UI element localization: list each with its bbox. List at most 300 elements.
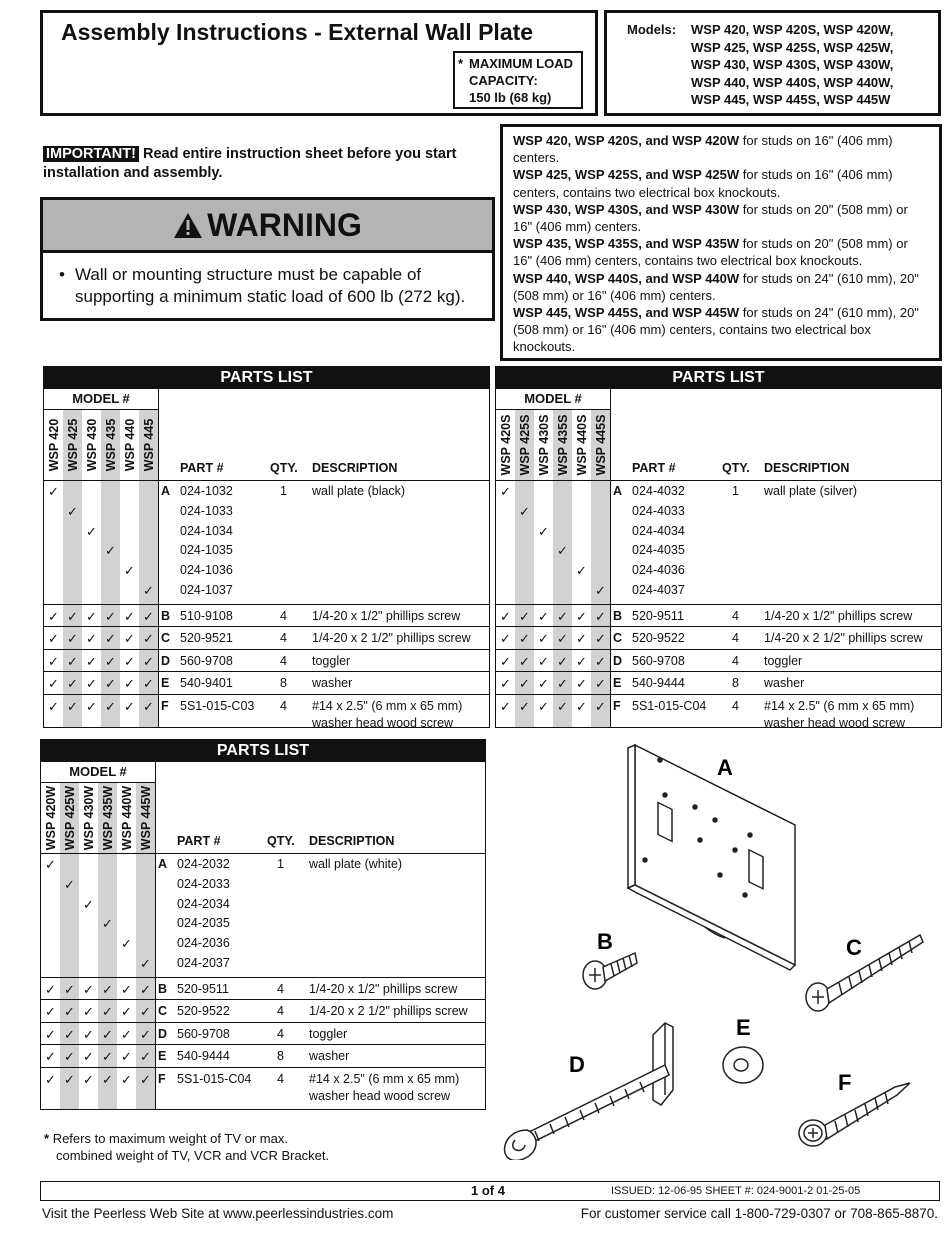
check-mark: ✓	[557, 653, 568, 669]
check-mark: ✓	[557, 631, 568, 647]
part-qty: 8	[732, 676, 739, 691]
stud-text: for studs on 20" (508 mm) or 16" (406 mm) centers, contains two electrical box knockouts.	[513, 236, 908, 269]
check-mark: ✓	[86, 698, 97, 714]
stud-models: WSP 440, WSP 440S, and WSP 440W	[513, 270, 740, 286]
models-line: WSP 430, WSP 430S, WSP 430W,	[691, 57, 894, 72]
check-mark: ✓	[124, 563, 135, 579]
row-rule	[44, 626, 489, 627]
model-header	[120, 409, 139, 481]
warning-box	[40, 197, 495, 321]
load-line: CAPACITY:	[469, 73, 538, 88]
row-rule	[44, 671, 489, 672]
max-load-box	[453, 51, 583, 109]
model-label: MODEL #	[496, 389, 610, 410]
part-letter: D	[158, 1026, 168, 1041]
wall-plate-a-icon	[628, 745, 795, 970]
check-mark: ✓	[105, 608, 116, 624]
part-desc: toggler	[312, 653, 351, 668]
model-header	[136, 782, 155, 854]
check-mark: ✓	[48, 676, 59, 692]
row-rule	[41, 999, 485, 1000]
part-qty: 8	[277, 1049, 284, 1064]
check-mark: ✓	[83, 1071, 94, 1087]
models-line: WSP 440, WSP 440S, WSP 440W,	[691, 74, 894, 90]
part-number: 540-9401	[180, 676, 233, 691]
check-mark: ✓	[143, 653, 154, 669]
row-rule	[41, 1022, 485, 1023]
part-desc: washer	[309, 1049, 350, 1064]
header-rule	[41, 853, 485, 854]
part-number: 024-4036	[632, 563, 685, 578]
col-header-part: PART #	[180, 461, 224, 475]
part-desc: #14 x 2.5" (6 mm x 65 mm)	[309, 1071, 460, 1086]
part-letter: E	[158, 1049, 167, 1064]
model-label: MODEL #	[41, 762, 155, 783]
model-separator	[158, 389, 159, 727]
check-mark: ✓	[500, 653, 511, 669]
part-number: 024-1033	[180, 503, 233, 518]
part-number: 024-2032	[177, 857, 230, 871]
part-desc: 1/4-20 x 2 1/2" phillips screw	[309, 1004, 468, 1019]
check-mark: ✓	[124, 676, 135, 692]
check-mark: ✓	[45, 981, 56, 997]
model-name: WSP 435	[103, 418, 118, 472]
service-text: For customer service call 1-800-729-0307 or 708-865-8870.	[580, 1206, 938, 1221]
stud-entry	[513, 201, 929, 235]
check-mark: ✓	[519, 653, 530, 669]
load-line: 150 lb (68 kg)	[469, 90, 552, 105]
footnote-line: Refers to maximum weight of TV or max.	[52, 1131, 288, 1146]
part-letter: F	[158, 1071, 166, 1086]
warning-text: Wall or mounting structure must be capable of supporting a minimum static load of 600 lb (272 kg).	[75, 265, 466, 306]
check-mark: ✓	[86, 676, 97, 692]
check-mark: ✓	[64, 981, 75, 997]
part-label-b: B	[597, 929, 613, 954]
part-number: 520-9511	[177, 981, 229, 996]
check-mark: ✓	[143, 676, 154, 692]
stud-text: for studs on 24" (610 mm), 20" (508 mm) or 16" (406 mm) centers, contains two electrical box knockouts.	[513, 305, 919, 355]
check-mark: ✓	[595, 631, 606, 647]
part-desc: toggler	[309, 1026, 348, 1041]
check-mark: ✓	[64, 1071, 75, 1087]
check-mark: ✓	[576, 698, 587, 714]
stud-entry	[513, 132, 929, 166]
part-qty: 4	[732, 698, 739, 713]
part-desc: 1/4-20 x 1/2" phillips screw	[309, 981, 458, 996]
model-name: WSP 420	[46, 418, 61, 472]
check-mark: ✓	[86, 608, 97, 624]
check-mark: ✓	[595, 653, 606, 669]
part-number: 5S1-015-C04	[632, 698, 707, 713]
check-mark: ✓	[595, 608, 606, 624]
check-mark: ✓	[576, 631, 587, 647]
part-desc: #14 x 2.5" (6 mm x 65 mm)	[764, 698, 915, 713]
model-separator	[610, 389, 611, 727]
check-mark: ✓	[500, 484, 511, 499]
col-header-qty: QTY.	[270, 461, 298, 475]
part-letter: C	[613, 631, 623, 646]
check-mark: ✓	[45, 1071, 56, 1087]
check-mark: ✓	[140, 1026, 151, 1042]
model-header	[496, 409, 515, 481]
model-name: WSP 440W	[119, 785, 134, 851]
models-label: Models:	[627, 22, 677, 37]
check-mark: ✓	[576, 676, 587, 692]
check-mark: ✓	[124, 608, 135, 624]
check-mark: ✓	[500, 608, 511, 624]
check-mark: ✓	[48, 608, 59, 624]
check-mark: ✓	[105, 676, 116, 692]
part-number: 024-4034	[632, 523, 685, 538]
part-number: 024-2036	[177, 936, 230, 951]
stud-text: for studs on 16" (406 mm) centers.	[513, 133, 893, 166]
part-letter: B	[161, 608, 171, 623]
part-number: 540-9444	[632, 676, 685, 691]
part-label-c: C	[846, 935, 862, 960]
toggler-d-icon	[505, 1023, 673, 1160]
check-mark: ✓	[45, 857, 56, 872]
check-mark: ✓	[45, 1049, 56, 1065]
part-letter: A	[158, 857, 168, 871]
check-mark: ✓	[121, 936, 132, 952]
check-mark: ✓	[143, 583, 154, 598]
model-name: WSP 425S	[517, 414, 532, 476]
part-desc-line2: washer head wood screw	[312, 715, 454, 730]
check-mark: ✓	[576, 563, 587, 579]
stud-entry	[513, 166, 929, 200]
check-mark: ✓	[538, 676, 549, 692]
stud-entry	[513, 270, 929, 304]
check-mark: ✓	[48, 698, 59, 714]
part-desc: washer	[312, 676, 353, 691]
check-mark: ✓	[595, 676, 606, 692]
check-mark: ✓	[557, 698, 568, 714]
model-name: WSP 445	[141, 418, 156, 472]
part-number: 024-1034	[180, 523, 233, 538]
check-mark: ✓	[67, 631, 78, 647]
check-mark: ✓	[105, 543, 116, 559]
check-mark: ✓	[64, 1026, 75, 1042]
header-rule	[44, 480, 489, 481]
part-number: 024-4032	[632, 484, 685, 498]
warning-body	[59, 264, 472, 308]
check-mark: ✓	[143, 698, 154, 714]
row-rule	[44, 694, 489, 695]
check-mark: ✓	[140, 1004, 151, 1020]
models-line: WSP 420, WSP 420S, WSP 420W,	[691, 22, 894, 37]
model-name: WSP 430	[84, 418, 99, 472]
part-desc-line2: washer head wood screw	[764, 715, 906, 730]
row-rule	[496, 694, 941, 695]
row-rule	[496, 626, 941, 627]
model-header	[98, 782, 117, 854]
screw-b-icon	[583, 953, 637, 989]
part-qty: 4	[277, 1026, 284, 1041]
check-mark: ✓	[105, 631, 116, 647]
part-number: 024-2034	[177, 896, 230, 911]
check-mark: ✓	[557, 676, 568, 692]
check-mark: ✓	[538, 631, 549, 647]
part-letter: E	[161, 676, 170, 691]
part-number: 024-1036	[180, 563, 233, 578]
check-mark: ✓	[83, 981, 94, 997]
check-mark: ✓	[102, 1026, 113, 1042]
model-separator	[155, 762, 156, 1109]
model-name: WSP 435S	[555, 414, 570, 476]
check-mark: ✓	[519, 608, 530, 624]
check-mark: ✓	[83, 1049, 94, 1065]
row-rule	[496, 649, 941, 650]
parts-list-title: PARTS LIST	[44, 367, 489, 389]
check-mark: ✓	[519, 676, 530, 692]
check-mark: ✓	[500, 631, 511, 647]
check-mark: ✓	[143, 608, 154, 624]
col-header-desc: DESCRIPTION	[309, 834, 395, 848]
model-header	[82, 409, 101, 481]
model-header	[572, 409, 591, 481]
col-header-qty: QTY.	[267, 834, 295, 848]
check-mark: ✓	[86, 523, 97, 539]
part-desc: wall plate (black)	[312, 484, 406, 498]
check-mark: ✓	[102, 1004, 113, 1020]
part-desc: 1/4-20 x 1/2" phillips screw	[764, 608, 913, 623]
part-number: 560-9708	[177, 1026, 230, 1041]
model-header	[515, 409, 534, 481]
model-name: WSP 445S	[593, 414, 608, 476]
part-number: 024-2035	[177, 916, 230, 931]
check-mark: ✓	[143, 631, 154, 647]
part-desc: wall plate (white)	[309, 857, 403, 871]
model-name: WSP 425W	[62, 785, 77, 851]
parts-list-white	[40, 739, 486, 1110]
part-qty: 8	[280, 676, 287, 691]
check-mark: ✓	[48, 484, 59, 499]
check-mark: ✓	[121, 1026, 132, 1042]
check-mark: ✓	[124, 631, 135, 647]
footnote	[44, 1131, 329, 1164]
check-mark: ✓	[86, 631, 97, 647]
check-mark: ✓	[67, 503, 78, 519]
part-number: 520-9511	[632, 608, 684, 623]
part-desc: washer	[764, 676, 805, 691]
check-mark: ✓	[500, 698, 511, 714]
models-line: WSP 425, WSP 425S, WSP 425W,	[691, 39, 894, 55]
part-qty: 4	[280, 698, 287, 713]
parts-list-title: PARTS LIST	[41, 740, 485, 762]
model-header	[591, 409, 610, 481]
check-mark: ✓	[102, 1071, 113, 1087]
title-box	[40, 10, 598, 116]
part-number: 560-9708	[180, 653, 233, 668]
part-number: 024-1035	[180, 543, 233, 558]
part-desc: 1/4-20 x 2 1/2" phillips screw	[312, 631, 471, 646]
check-mark: ✓	[102, 1049, 113, 1065]
model-name: WSP 420S	[498, 414, 513, 476]
model-name: WSP 430W	[81, 785, 96, 851]
check-mark: ✓	[102, 981, 113, 997]
models-line: WSP 445, WSP 445S, WSP 445W	[691, 92, 891, 107]
footnote-star: *	[44, 1131, 50, 1146]
row-rule	[41, 977, 485, 978]
part-number: 024-1037	[180, 583, 233, 597]
part-label-a: A	[717, 755, 733, 780]
washer-e-icon	[723, 1047, 763, 1083]
important-tag: IMPORTANT!	[43, 146, 139, 162]
col-header-part: PART #	[632, 461, 676, 475]
stud-models: WSP 445, WSP 445S, and WSP 445W	[513, 305, 740, 321]
footnote-line: combined weight of TV, VCR and VCR Bracket.	[56, 1147, 330, 1163]
check-mark: ✓	[595, 583, 606, 598]
check-mark: ✓	[140, 1071, 151, 1087]
load-line: MAXIMUM LOAD	[469, 56, 573, 71]
issued-info: ISSUED: 12-06-95 SHEET #: 024-9001-2 01-25-05	[611, 1185, 861, 1197]
check-mark: ✓	[45, 1004, 56, 1020]
part-qty: 4	[277, 1071, 284, 1086]
part-letter: A	[613, 484, 623, 498]
check-mark: ✓	[48, 631, 59, 647]
part-label-f: F	[838, 1070, 852, 1095]
model-name: WSP 445W	[138, 785, 153, 851]
part-number: 540-9444	[177, 1049, 230, 1064]
part-qty: 4	[280, 608, 287, 623]
check-mark: ✓	[538, 523, 549, 539]
part-letter: B	[613, 608, 623, 623]
check-mark: ✓	[48, 653, 59, 669]
part-letter: B	[158, 981, 168, 996]
model-name: WSP 435W	[100, 785, 115, 851]
important-notice	[43, 145, 493, 183]
part-qty: 4	[732, 608, 739, 623]
header-rule	[496, 480, 941, 481]
load-asterisk: *	[458, 56, 464, 71]
check-mark: ✓	[121, 1071, 132, 1087]
col-header-desc: DESCRIPTION	[764, 461, 850, 475]
model-name: WSP 430S	[536, 414, 551, 476]
check-mark: ✓	[576, 653, 587, 669]
check-mark: ✓	[140, 956, 151, 971]
part-qty: 4	[277, 1004, 284, 1019]
part-letter: F	[161, 698, 169, 713]
part-qty: 1	[280, 484, 287, 498]
row-rule	[496, 604, 941, 605]
model-header	[44, 409, 63, 481]
check-mark: ✓	[67, 608, 78, 624]
warning-title: WARNING	[207, 207, 362, 243]
col-header-desc: DESCRIPTION	[312, 461, 398, 475]
screw-f-icon	[799, 1083, 910, 1146]
part-label-e: E	[736, 1015, 751, 1040]
check-mark: ✓	[124, 698, 135, 714]
parts-list-silver	[495, 366, 942, 728]
check-mark: ✓	[557, 543, 568, 559]
model-header	[63, 409, 82, 481]
part-number: 024-2037	[177, 956, 230, 970]
important-text: Read entire instruction sheet before you start installation and assembly.	[43, 146, 457, 181]
check-mark: ✓	[67, 698, 78, 714]
part-qty: 4	[280, 631, 287, 646]
check-mark: ✓	[519, 503, 530, 519]
warning-triangle-icon	[173, 212, 203, 239]
model-name: WSP 440S	[574, 414, 589, 476]
model-label: MODEL #	[44, 389, 158, 410]
parts-list-black	[43, 366, 490, 728]
check-mark: ✓	[538, 698, 549, 714]
part-number: 5S1-015-C04	[177, 1071, 252, 1086]
website-text: Visit the Peerless Web Site at www.peerlessindustries.com	[42, 1206, 394, 1221]
check-mark: ✓	[45, 1026, 56, 1042]
model-header	[79, 782, 98, 854]
stud-text: for studs on 24" (610 mm), 20" (508 mm) or 16" (406 mm) centers.	[513, 270, 919, 303]
stud-models: WSP 420, WSP 420S, and WSP 420W	[513, 133, 740, 148]
check-mark: ✓	[105, 698, 116, 714]
check-mark: ✓	[64, 1004, 75, 1020]
row-rule	[41, 1044, 485, 1045]
part-letter: E	[613, 676, 622, 691]
page-title: Assembly Instructions - External Wall Plate	[61, 19, 534, 45]
part-letter: C	[161, 631, 171, 646]
check-mark: ✓	[519, 631, 530, 647]
check-mark: ✓	[519, 698, 530, 714]
check-mark: ✓	[102, 916, 113, 932]
part-desc: toggler	[764, 653, 803, 668]
screw-c-icon	[806, 935, 923, 1011]
part-number: 510-9108	[180, 608, 233, 623]
part-qty: 4	[280, 653, 287, 668]
check-mark: ✓	[124, 653, 135, 669]
part-letter: D	[613, 653, 623, 668]
footer-bar	[40, 1181, 940, 1201]
check-mark: ✓	[83, 1004, 94, 1020]
part-desc: 1/4-20 x 1/2" phillips screw	[312, 608, 461, 623]
check-mark: ✓	[121, 1004, 132, 1020]
parts-list-title: PARTS LIST	[496, 367, 941, 389]
part-desc: wall plate (silver)	[764, 484, 858, 498]
part-qty: 1	[277, 857, 284, 871]
col-header-part: PART #	[177, 834, 221, 848]
check-mark: ✓	[67, 653, 78, 669]
part-number: 024-2033	[177, 876, 230, 891]
part-number: 024-4033	[632, 503, 685, 518]
model-header	[41, 782, 60, 854]
model-header	[101, 409, 120, 481]
check-mark: ✓	[557, 608, 568, 624]
part-number: 560-9708	[632, 653, 685, 668]
model-name: WSP 440	[122, 418, 137, 472]
part-letter: C	[158, 1004, 168, 1019]
part-number: 024-4035	[632, 543, 685, 558]
part-desc-line2: washer head wood screw	[309, 1088, 451, 1103]
stud-spacing-box	[500, 124, 942, 361]
check-mark: ✓	[83, 896, 94, 912]
check-mark: ✓	[105, 653, 116, 669]
stud-models: WSP 435, WSP 435S, and WSP 435W	[513, 236, 740, 252]
check-mark: ✓	[86, 653, 97, 669]
row-rule	[44, 604, 489, 605]
stud-models: WSP 430, WSP 430S, and WSP 430W	[513, 201, 740, 217]
part-number: 520-9521	[180, 631, 233, 646]
row-rule	[496, 671, 941, 672]
part-label-d: D	[569, 1052, 585, 1077]
stud-text: for studs on 20" (508 mm) or 16" (406 mm) centers.	[513, 201, 908, 235]
part-letter: F	[613, 698, 621, 713]
check-mark: ✓	[538, 608, 549, 624]
row-rule	[44, 649, 489, 650]
check-mark: ✓	[576, 608, 587, 624]
part-qty: 4	[277, 981, 284, 996]
page-number: 1 of 4	[471, 1183, 505, 1198]
part-qty: 1	[732, 484, 739, 498]
model-header	[553, 409, 572, 481]
